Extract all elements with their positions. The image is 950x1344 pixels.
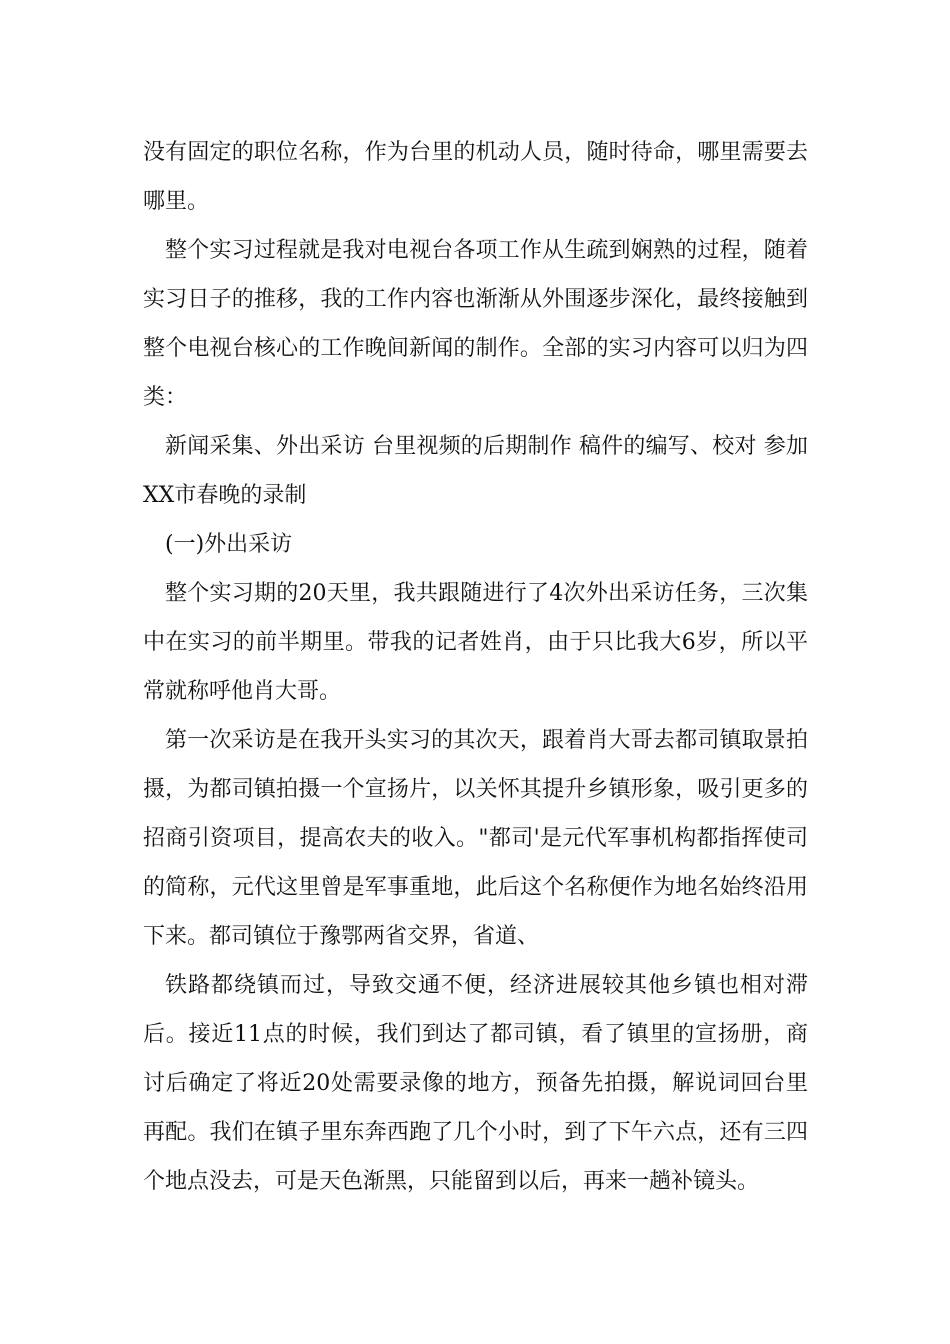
section-heading: (一)外出采访 [165, 532, 293, 557]
paragraph: 新闻采集、外出采访 台里视频的后期制作 稿件的编写、校对 参加XX市春晚的录制 [143, 434, 808, 508]
paragraph: 没有固定的职位名称，作为台里的机动人员，随时待命，哪里需要去哪里。 [143, 140, 808, 214]
paragraph: 铁路都绕镇而过，导致交通不便，经济进展较其他乡镇也相对滞后。接近11点的时候，我们到达了都司镇，看了镇里的宣扬册，商讨后确定了将近20处需要录像的地方，预备先拍摄，解说词回台里再配。我们在镇子里东奔西跑了几个小时，到了下午六点，还有三四个地点没去，可是天色渐黑，只能留到以后，再来一趟补镜头。 [143, 973, 808, 1194]
document-body [143, 128, 808, 1206]
paragraph: 整个实习期的20天里，我共跟随进行了4次外出采访任务，三次集中在实习的前半期里。带我的记者姓肖，由于只比我大6岁，所以平常就称呼他肖大哥。 [143, 581, 808, 704]
paragraph: 整个实习过程就是我对电视台各项工作从生疏到娴熟的过程，随着实习日子的推移，我的工作内容也渐渐从外围逐步深化，最终接触到整个电视台核心的工作晚间新闻的制作。全部的实习内容可以归为四类： [143, 238, 808, 410]
paragraph: 第一次采访是在我开头实习的其次天，跟着肖大哥去都司镇取景拍摄，为都司镇拍摄一个宣扬片，以关怀其提升乡镇形象，吸引更多的招商引资项目，提高农夫的收入。"都司'是元代军事机构都指挥使司的简称，元代这里曾是军事重地，此后这个名称便作为地名始终沿用下来。都司镇位于豫鄂两省交界，省道、 [143, 728, 808, 949]
